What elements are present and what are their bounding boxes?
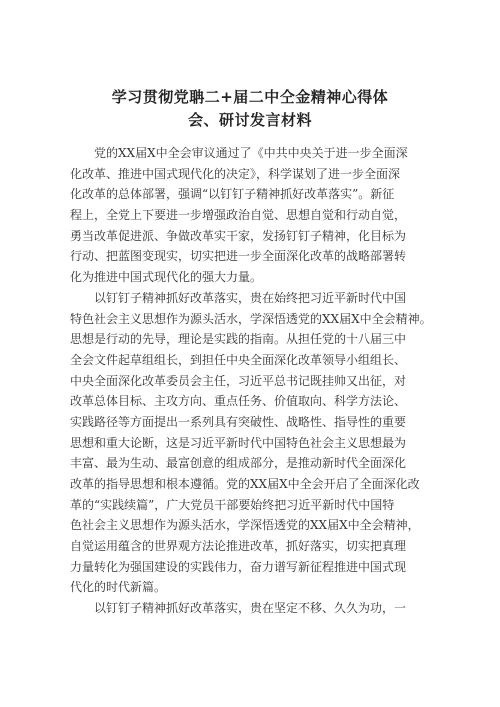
text-line: 党的XX届X中全会审议通过了《中共中央关于进一步全面深 [94, 146, 408, 160]
text-line: 色社会主义思想作为源头活水，学深悟透党的XX届X中全会精神， [70, 518, 420, 533]
text-line: 革的“实践续篇”，广大党员干部要始终把习近平新时代中国特 [70, 497, 395, 512]
text-line: 化为推进中国式现代化的强大力量。 [70, 270, 263, 285]
text-line: 程上，全党上下要进一步增强政治自觉、思想自觉和行动自觉， [70, 208, 407, 223]
text-line: 实践路径等方面提出一系列具有突破性、战略性、指导性的重要 [70, 414, 407, 429]
text-line: 改革的指导思想和根本遵循。党的XX届X中全会开启了全面深化改 [70, 477, 420, 491]
text-line: 行动、把蓝图变现实，切实把进一步全面深化改革的战略部署转 [70, 249, 407, 264]
text-line: 思想和重大论断，这是习近平新时代中国特色社会主义思想最为 [70, 435, 407, 450]
text-line: 中央全面深化改革委员会主任，习近平总书记既挂帅又出征，对 [70, 373, 407, 388]
document-body [70, 143, 432, 619]
paragraph-2 [70, 288, 432, 598]
text-line: 丰富、最为生动、最富创意的组成部分，是推动新时代全面深化 [70, 456, 407, 471]
paragraph-1 [70, 143, 432, 288]
text-line: 以钉钉子精神抓好改革落实，贵在始终把习近平新时代中国 [94, 290, 407, 305]
text-line: 以钉钉子精神抓好改革落实，贵在坚定不移、久久为功，一 [94, 601, 407, 616]
text-line: 改革总体目标、主攻方向、重点任务、价值取向、科学方法论、 [70, 394, 407, 409]
text-line: 化改革、推进中国式现代化的决定》，科学谋划了进一步全面深 [70, 166, 401, 181]
text-line: 化改革的总体部署，强调“以钉钉子精神抓好改革落实”。新征 [70, 187, 395, 202]
paragraph-3 [70, 598, 432, 619]
text-line: 全会文件起草组组长，到担任中央全面深化改革领导小组组长、 [70, 352, 407, 367]
document-title-line-1: 学习贯彻党聃二+届二中仝金精神心得体 [111, 88, 389, 106]
text-line: 勇当改革促进派、争做改革实干家，发扬钉钉子精神，化目标为 [70, 228, 407, 243]
text-line: 自觉运用蕴含的世界观方法论推进改革，抓好落实，切实把真理 [70, 539, 407, 554]
text-line: 思想是行动的先导，理论是实践的指南。从担任党的十八届三中 [70, 332, 407, 347]
text-line: 特色社会主义思想作为源头活水，学深悟透党的XX届X中全会精神。 [70, 311, 432, 326]
document-title-line-2: 会、研讨发言材料 [187, 111, 312, 129]
text-line: 代化的时代新篇。 [70, 580, 167, 595]
text-line: 力量转化为强国建设的实践伟力，奋力谱写新征程推进中国式现 [70, 559, 407, 574]
